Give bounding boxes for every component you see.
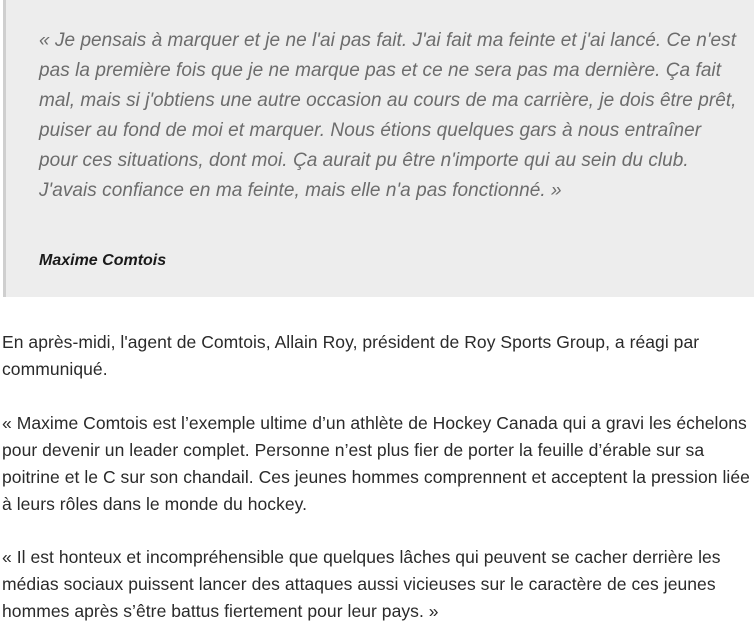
quote-text: « Je pensais à marquer et je ne l'ai pas fait. J'ai fait ma feinte et j'ai lancé. Ce n'est pas la première fois que je ne marque pas et ce ne sera pas ma dernière. Ça fait mal, mais si j'obtiens une autre occasion au cours de ma carrière, je dois être prêt, puiser au fond de moi et marquer. Nous étions quelques gars à nous entraîner pour ces situations, dont moi. Ça aurait pu être n'importe qui au sein du club. J'avais confiance en ma feinte, mais elle n'a pas fonctionné. » — [39, 30, 737, 201]
quote-author: Maxime Comtois — [39, 252, 167, 269]
article-paragraph: « Maxime Comtois est l’exemple ultime d’un athlète de Hockey Canada qui a gravi les échelons pour devenir un leader complet. Personne n’est plus fier de porter la feuille d’érable sur sa poitrine et le C sur son chandail. Ces jeunes hommes comprennent et acceptent la pression liée à leurs rôles dans le monde du hockey. — [2, 413, 750, 514]
blockquote — [3, 0, 754, 297]
article-paragraph: « Il est honteux et incompréhensible que quelques lâches qui peuvent se cacher derrière les médias sociaux puissent lancer des attaques aussi vicieuses sur le caractère de ces jeunes hommes après s’être battus fiertement pour leur pays. » — [2, 547, 721, 621]
article-paragraph: En après-midi, l'agent de Comtois, Allain Roy, président de Roy Sports Group, a réagi par communiqué. — [2, 332, 700, 379]
